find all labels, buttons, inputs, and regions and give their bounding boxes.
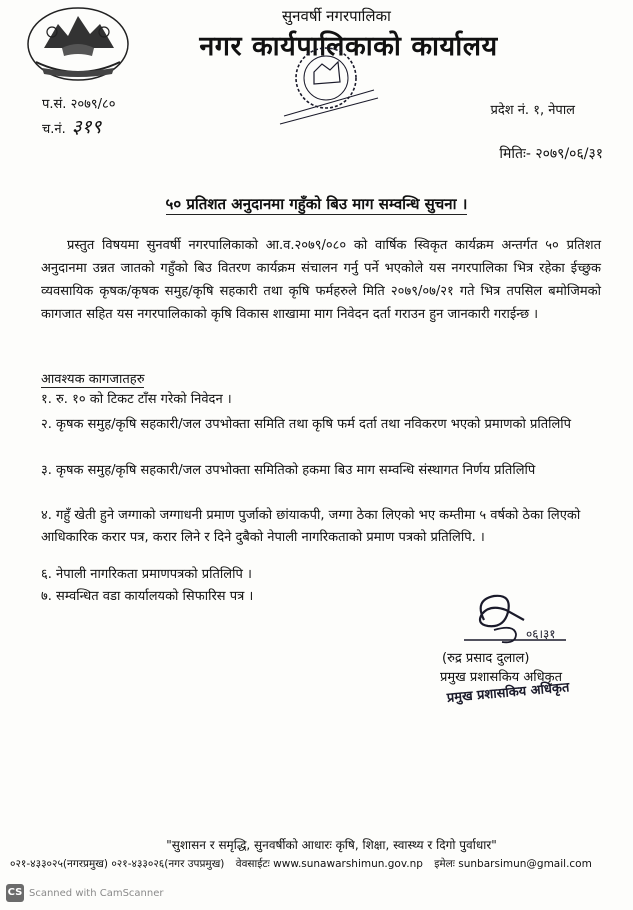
- letter-date: मितिः- २०७९/०६/३१: [499, 146, 603, 162]
- camscanner-text: Scanned with CamScanner: [29, 887, 164, 899]
- email-link[interactable]: sunbarsimun@gmail.com: [458, 858, 592, 870]
- dispatch-label: च.नं.: [42, 122, 66, 137]
- documents-heading-text: आवश्यक कागजातहरु: [41, 372, 145, 387]
- office-name: नगर कार्यपालिकाको कार्यालय: [199, 31, 498, 62]
- website-link[interactable]: www.sunawarshimun.gov.np: [273, 858, 423, 870]
- document-item-6: ६. नेपाली नागरिकता प्रमाणपत्रको प्रतिलिपि ।: [41, 567, 252, 582]
- dispatch-value: ३१९: [71, 116, 102, 138]
- province: प्रदेश नं. १, नेपाल: [490, 103, 575, 118]
- signatory-name: (रुद्र प्रसाद दुलाल): [442, 651, 530, 666]
- document-item-2: २. कृषक समुह/कृषि सहकारी/जल उपभोक्ता समिति तथा कृषि फर्म दर्ता तथा नविकरण भएको प्रमाणको प्रतिलिपि: [41, 417, 572, 432]
- office-stamp-icon: [274, 38, 384, 128]
- document-item-7: ७. सम्वन्धित वडा कार्यालयको सिफारिस पत्र ।: [41, 589, 254, 604]
- municipality-name: सुनवर्षी नगरपालिका: [282, 7, 391, 25]
- camscanner-watermark: [6, 884, 164, 902]
- email-label: इमेलः: [434, 858, 455, 870]
- designation-stamp: प्रमुख प्रशासकिय अधिकृत: [446, 680, 570, 706]
- footer-contact: [10, 857, 625, 871]
- website-label: वेवसाईटः: [235, 858, 270, 870]
- document-item-4: ४. गहुँ खेती हुने जग्गाको जग्गाधनी प्रमाण पुर्जाको छांयाकपी, जग्गा ठेका लिएको भए कम्तीमा ५ वर्षको ठेका लिएको आधिकारिक करार पत्र, करार लिने र दिने दुबैको नेपाली नागरिकताको प्रमाण पत्रको प्रतिलिपि. ।: [41, 508, 581, 545]
- notice-body: प्रस्तुत विषयमा सुनवर्षी नगरपालिकाको आ.व.२०७९/०८० को वार्षिक स्विकृत कार्यक्रम अन्तर्गत ५० प्रतिशत अनुदानमा उन्नत जातको गहुँको बिउ वितरण कार्यक्रम संचालन गर्नु पर्ने भएकोले यस नगरपालिका भित्र रहेका ईच्छुक व्यवसायिक कृषक/कृषक समुह/कृषि सहकारी तथा कृषि फर्महरुले मिति २०७९/०७/२१ गते भित्र तपसिल बमोजिमको कागजात सहित यस नगरपालिकाको कृषि विकास शाखामा माग निवेदन दर्ता गराउन हुन जानकारी गराईन्छ ।: [41, 238, 601, 322]
- letter-number: प.सं. २०७९/८०: [42, 97, 116, 112]
- document-item-1: १. रु. १० को टिकट टाँस गरेको निवेदन ।: [41, 392, 232, 407]
- notice-title: [0, 194, 633, 214]
- signature-date: ०६।३१: [526, 627, 556, 641]
- footer-phones: ०२१-४३३०२५(नगरप्रमुख) ०२१-४३३०२६(नगर उपप्रमुख): [10, 858, 225, 870]
- documents-heading: [41, 369, 144, 387]
- document-item-3: ३. कृषक समुह/कृषि सहकारी/जल उपभोक्ता समितिको हकमा बिउ माग सम्वन्धि संस्थागत निर्णय प्रतिलिपि: [41, 463, 536, 478]
- footer-motto: "सुशासन र समृद्धि, सुनवर्षीको आधारः कृषि, शिक्षा, स्वास्थ्य र दिगो पुर्वाधार": [166, 838, 497, 852]
- signature-icon: [454, 590, 574, 652]
- camscanner-logo-icon: CS: [6, 884, 24, 902]
- notice-title-text: ५० प्रतिशत अनुदानमा गहुँको बिउ माग सम्वन्धि सुचना ।: [165, 195, 468, 213]
- dispatch-number: [42, 113, 101, 139]
- signatory-title: प्रमुख प्रशासकिय अधिकृत: [440, 670, 563, 685]
